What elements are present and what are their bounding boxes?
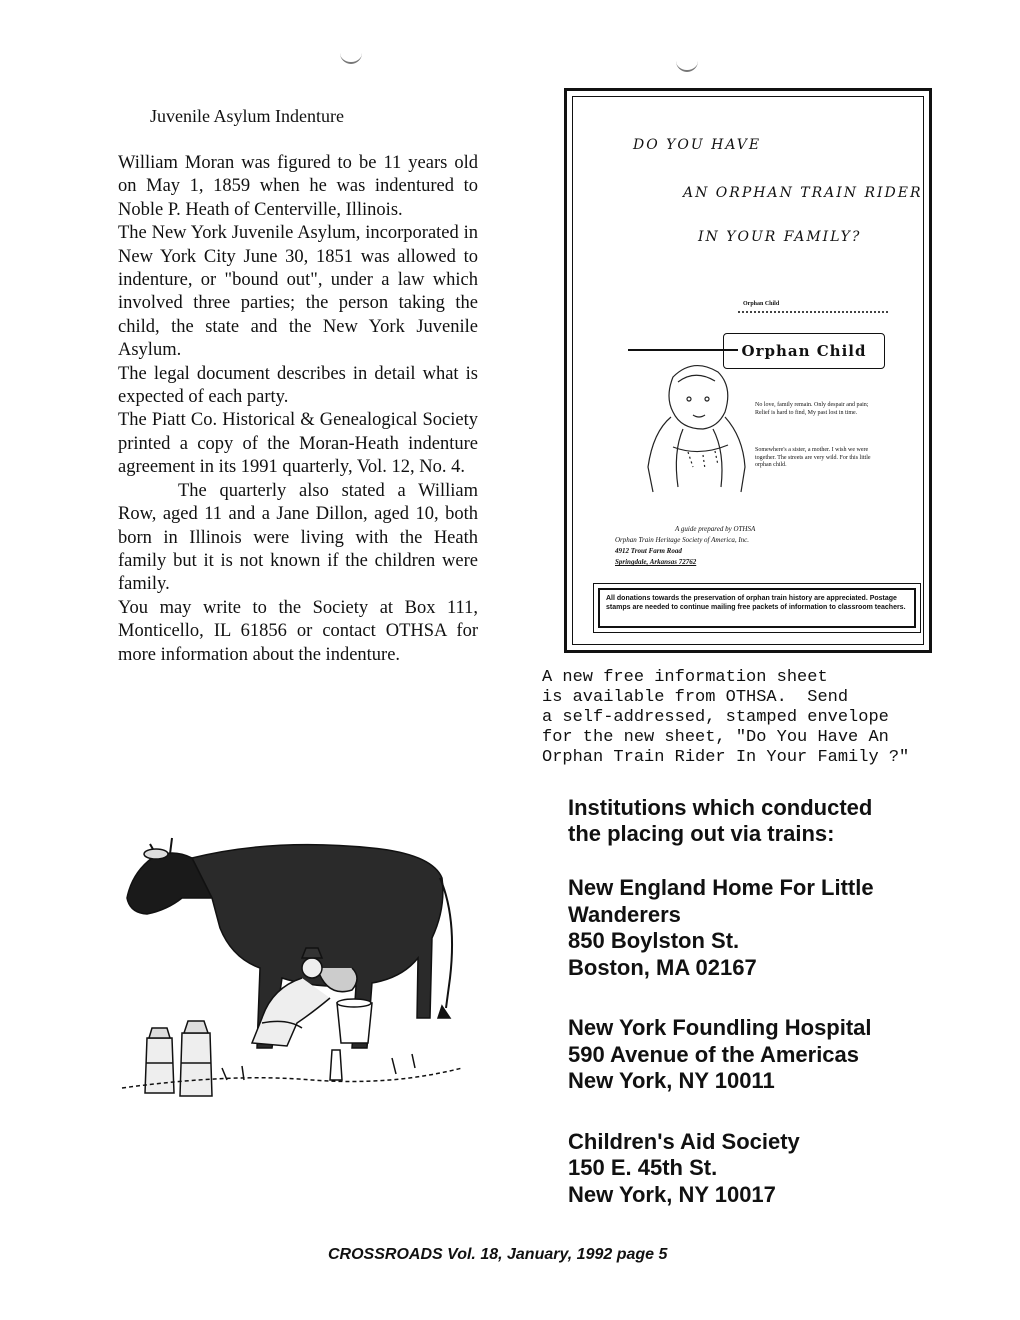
article-paragraph: William Moran was figured to be 11 years old on May 1, 1859 when he was indentured to Noble P. Heath of Centerville, Illinois. [118,153,478,220]
article-paragraph: The New York Juvenile Asylum, incorporated in New York City June 30, 1851 was allowed to indenture, or "bound out", under a law which involved three parties; the person taking the child, the state and the New York Juvenile Asylum. [118,223,478,361]
orphan-girl-illustration-icon [633,357,763,497]
flyer-caption: Orphan Child [743,301,780,307]
credit-line: 4912 Trout Farm Road [615,547,682,555]
flyer-question-line: DO YOU HAVE [633,137,762,153]
notice-line: A new free information sheet [542,668,828,687]
heading-line: Institutions which conducted [568,795,873,820]
institution-street: 590 Avenue of the Americas [568,1041,860,1067]
flyer-inner-border [572,96,924,645]
heading-line: the placing out via trains: [568,821,835,846]
flyer-question-line: AN ORPHAN TRAIN RIDER [683,185,923,201]
notice-line: a self-addressed, stamped envelope [542,708,889,727]
flyer-caption-rule [738,311,888,313]
cow-milking-illustration-icon [112,818,492,1108]
institution-name: New England Home For Little [568,875,874,900]
institution-entry [568,1015,968,1095]
article-paragraph: The quarterly also stated a William Row, aged 11 and a Jane Dillon, aged 10, both born in Illinois were living with the Heath family but it is not known if the children were family. [118,480,478,595]
institution-city: Boston, MA 02167 [568,954,757,980]
notice-line: Orphan Train Rider In Your Family ?" [542,748,910,767]
institution-entry [568,875,968,981]
institution-name: New York Foundling Hospital [568,1015,872,1040]
institution-name: Children's Aid Society [568,1128,800,1154]
article-paragraph: The legal document describes in detail what is expected of each party. [118,363,478,408]
page-footer: CROSSROADS Vol. 18, January, 1992 page 5 [328,1246,668,1263]
institution-name: Wanderers [568,901,681,927]
info-sheet-notice [542,668,982,768]
article-body [118,152,478,667]
institution-city: New York, NY 10017 [568,1181,776,1207]
article-title: Juvenile Asylum Indenture [150,106,344,126]
donation-note: All donations towards the preservation of orphan train history are appreciated. Postage stamps are needed to continue mailing free packets of information to classroom teachers. [598,588,916,628]
punch-hole-left [340,48,362,64]
orphan-train-flyer [564,88,932,653]
poem-stanza: Somewhere's a sister, a mother. I wish we were together. The streets are very wild. For this little orphan child. [755,447,871,468]
credit-line: Springdale, Arkansas 72762 [615,558,697,566]
institutions-section [568,795,968,1242]
institution-entry [568,1129,968,1209]
institutions-heading [568,795,968,847]
notice-line: for the new sheet, "Do You Have An [542,728,889,747]
institution-street: 850 Boylston St. [568,928,740,953]
flyer-question-line: IN YOUR FAMILY? [698,229,862,245]
article-paragraph: You may write to the Society at Box 111, Monticello, IL 61856 or contact OTHSA for more information about the indenture. [118,597,478,665]
punch-hole-right [676,56,698,72]
notice-line: is available from OTHSA. Send [542,688,849,707]
credit-line: Orphan Train Heritage Society of America, Inc. [615,536,750,544]
institution-city: New York, NY 10011 [568,1068,775,1093]
flyer-credit [615,524,915,568]
banner-line [628,349,738,351]
banner-text: Orphan Child [741,342,867,360]
institution-street: 150 E. 45th St. [568,1155,718,1180]
poem-stanza: No love, family remain. Only despair and pain; Relief is hard to find, My past lost in time. [755,402,869,416]
credit-line: A guide prepared by OTHSA [675,525,756,533]
article-paragraph: The Piatt Co. Historical & Genealogical Society printed a copy of the Moran-Heath indenture agreement in its 1991 quarterly, Vol. 12, No. 4. [118,410,478,478]
